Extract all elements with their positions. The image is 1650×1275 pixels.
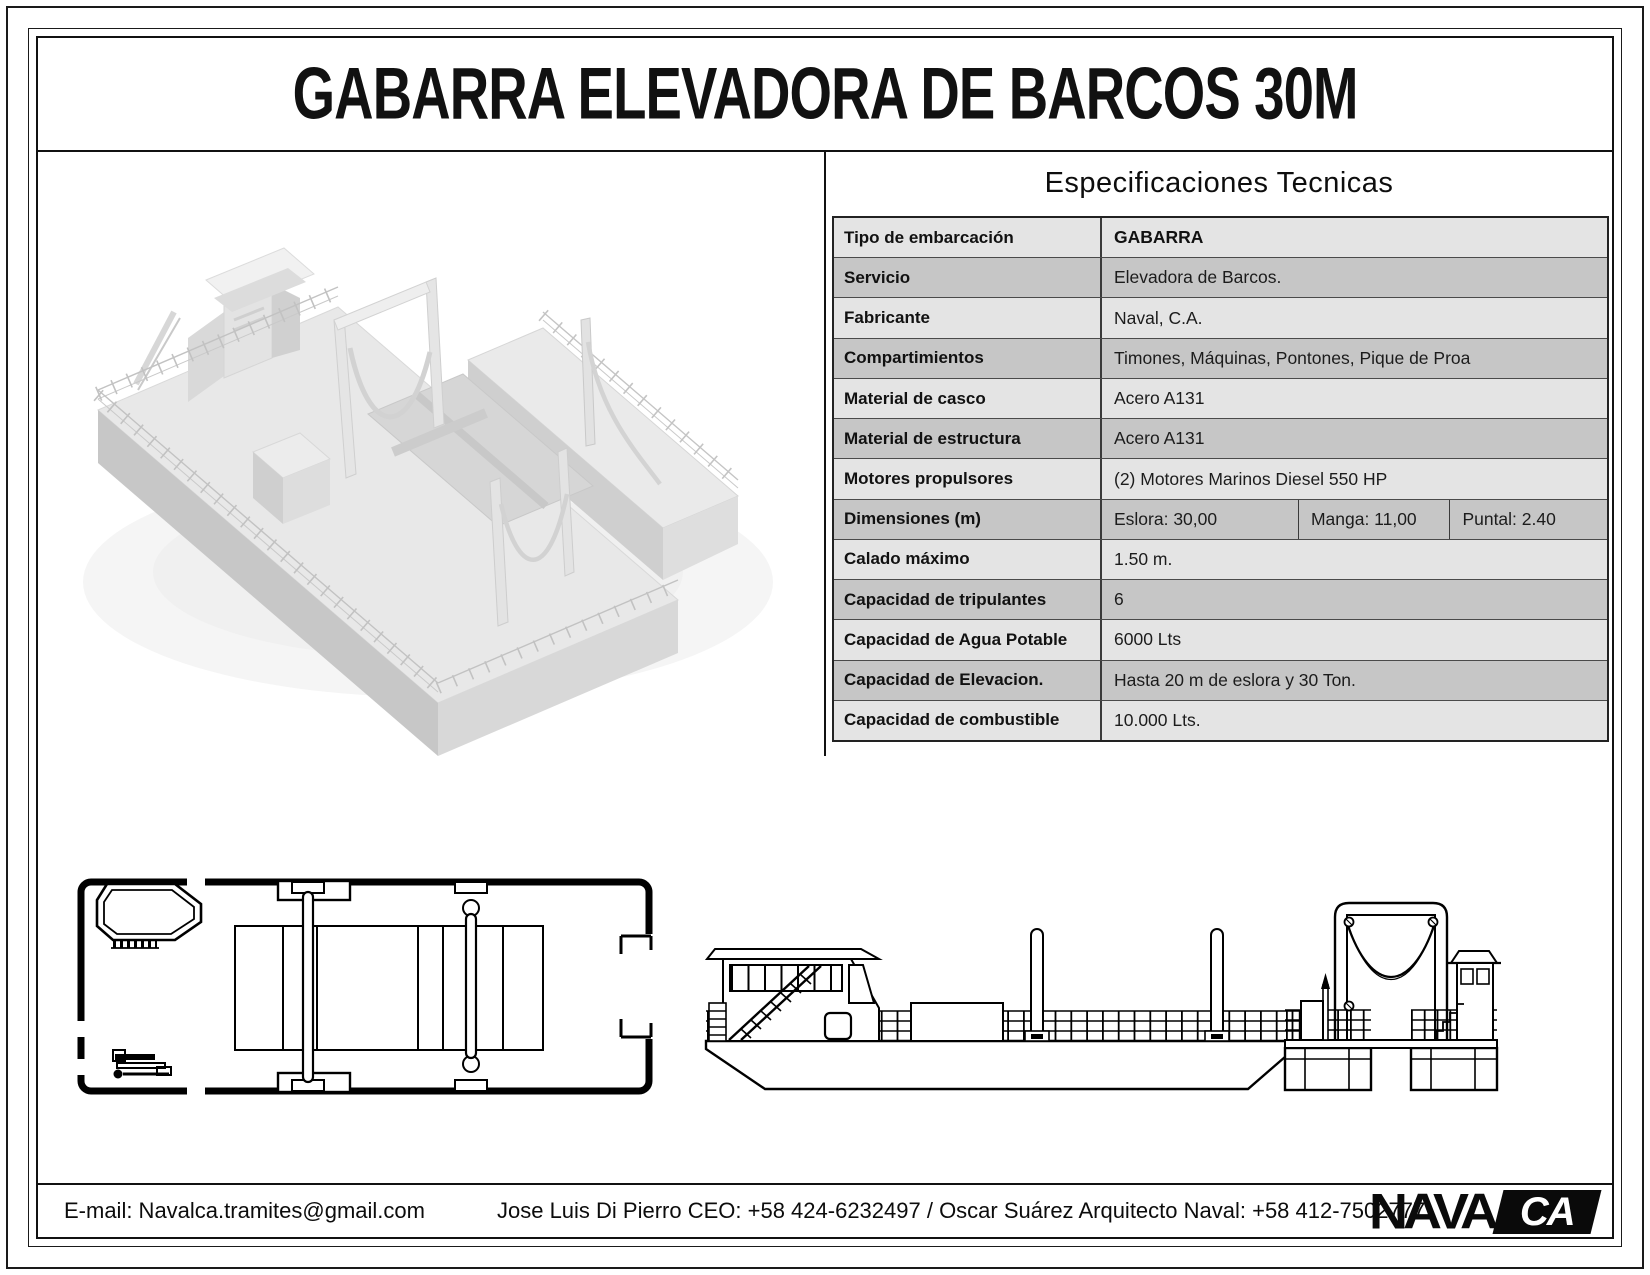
specs-table [832,216,1609,742]
specs-title: Especificaciones Tecnicas [1044,166,1394,199]
spec-value: 6000 Lts [1114,629,1182,650]
spec-row [834,580,1607,620]
spec-row [834,540,1607,580]
spec-cell: Eslora: 30,00 [1102,500,1299,539]
spec-value: Naval, C.A. [1114,307,1203,328]
spec-label: Tipo de embarcación [834,218,1102,257]
plan-top-view-drawing [77,878,653,1095]
logo-text-nava: NAVA [1369,1184,1494,1240]
title-bar [38,38,1612,152]
barge-3d-render [38,152,824,756]
footer-email: E-mail: Navalca.tramites@gmail.com [64,1198,425,1223]
spec-row [834,298,1607,338]
render-panel [38,152,826,756]
spec-value: Acero A131 [1114,388,1205,409]
spec-row [834,258,1607,298]
navalca-logo [1369,1184,1604,1240]
spec-row [834,339,1607,379]
spec-row [834,620,1607,660]
spec-row [834,701,1607,740]
drawings-panel [38,758,1612,1183]
spec-row [834,500,1607,540]
spec-cell: Puntal: 2.40 [1462,508,1556,529]
spec-value: 6 [1114,589,1124,610]
spec-value: Hasta 20 m de eslora y 30 Ton. [1114,669,1356,690]
spec-label: Calado máximo [834,540,1102,579]
spec-label: Motores propulsores [834,459,1102,498]
sheet-content [36,36,1614,1239]
spec-label: Capacidad de combustible [834,701,1102,740]
specs-panel [826,152,1612,756]
page-title: GABARRA ELEVADORA DE BARCOS 30M [292,53,1358,135]
spec-row [834,379,1607,419]
spec-value: 1.50 m. [1114,548,1173,569]
spec-row [834,218,1607,258]
footer-contacts: Jose Luis Di Pierro CEO: +58 424-6232497 / Oscar Suárez Arquitecto Naval: +58 412-7502777 [496,1198,1426,1223]
spec-value: (2) Motores Marinos Diesel 550 HP [1114,468,1388,489]
spec-row [834,419,1607,459]
spec-label: Dimensiones (m) [834,500,1102,539]
footer [38,1183,1612,1240]
spec-label: Capacidad de Agua Potable [834,620,1102,659]
spec-value: GABARRA [1114,227,1204,248]
spec-row [834,661,1607,701]
side-profile-drawing [703,911,1303,1091]
front-view-drawing [1281,893,1501,1093]
logo-text-ca: CA [1520,1189,1574,1234]
spec-label: Capacidad de tripulantes [834,580,1102,619]
spec-value: Timones, Máquinas, Pontones, Pique de Proa [1114,347,1471,368]
spec-label: Capacidad de Elevacion. [834,661,1102,700]
logo-ca-box [1493,1190,1602,1234]
spec-value: Elevadora de Barcos. [1114,267,1282,288]
spec-dimension-cells [1102,500,1607,539]
spec-label: Material de casco [834,379,1102,418]
spec-label: Material de estructura [834,419,1102,458]
spec-row [834,459,1607,499]
spec-value: 10.000 Lts. [1114,709,1201,730]
spec-label: Servicio [834,258,1102,297]
spec-value: Acero A131 [1114,428,1205,449]
spec-label: Compartimientos [834,339,1102,378]
spec-cell: Manga: 11,00 [1299,500,1451,539]
spec-label: Fabricante [834,298,1102,337]
